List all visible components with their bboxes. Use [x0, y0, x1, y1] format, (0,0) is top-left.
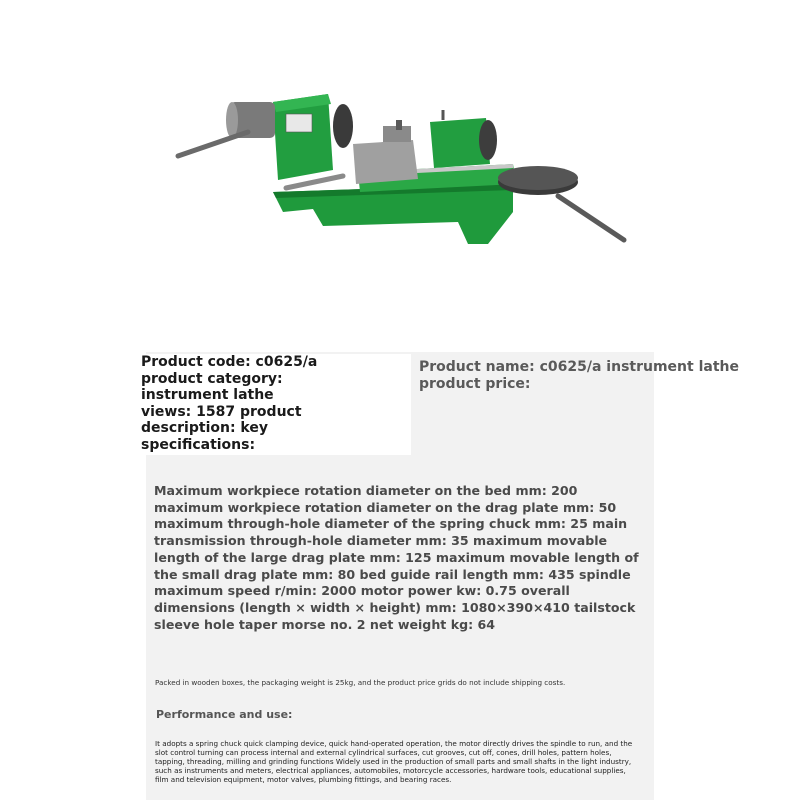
- packing-note: Packed in wooden boxes, the packaging weight is 25kg, and the product price grids do not include shipping costs.: [155, 678, 566, 687]
- product-price: product price:: [419, 375, 531, 392]
- product-name: Product name: c0625/a instrument lathe: [419, 359, 739, 375]
- performance-text: It adopts a spring chuck quick clamping device, quick hand-operated operation, the motor directly drives the spindle to run, and the slot control turning can process internal and external cylindrical surfaces, cut grooves, cut off, cones, drill holes, pattern holes, tapping, threading, milling and grinding functions Widely used in the production of small parts and small shafts in the light industry, such as instruments and meters, electrical appliances, automobiles, motorcycle accessories, hardware tools, educational supplies, film and television equipment, motor valves, plumbing fittings, and bearing races.: [155, 739, 633, 784]
- product-info-left: [141, 354, 411, 455]
- lathe-product-image: [168, 84, 638, 264]
- product-description-label: description: key: [141, 420, 268, 436]
- product-specifications-label: specifications:: [141, 436, 256, 453]
- product-code: Product code: c0625/a: [141, 354, 318, 370]
- product-info-right: [419, 359, 749, 392]
- product-category-value: instrument lathe: [141, 387, 274, 403]
- product-category-label: product category:: [141, 370, 283, 387]
- performance-title: Performance and use:: [156, 708, 293, 721]
- specifications-text: Maximum workpiece rotation diameter on the bed mm: 200 maximum workpiece rotation diameter on the drag plate mm: 50 maximum through-hole diameter of the spring chuck mm: 25 main transmission through-hole diameter mm: 35 maximum movable length of the large drag plate mm: 125 maximum movable length of the small drag plate mm: 80 bed guide rail length mm: 435 spindle maximum speed r/min: 2000 motor power kw: 0.75 overall dimensions (length × width × height) mm: 1080×390×410 tailstock sleeve hole taper morse no. 2 net weight kg: 64: [154, 483, 639, 632]
- product-views: views: 1587 product: [141, 403, 302, 420]
